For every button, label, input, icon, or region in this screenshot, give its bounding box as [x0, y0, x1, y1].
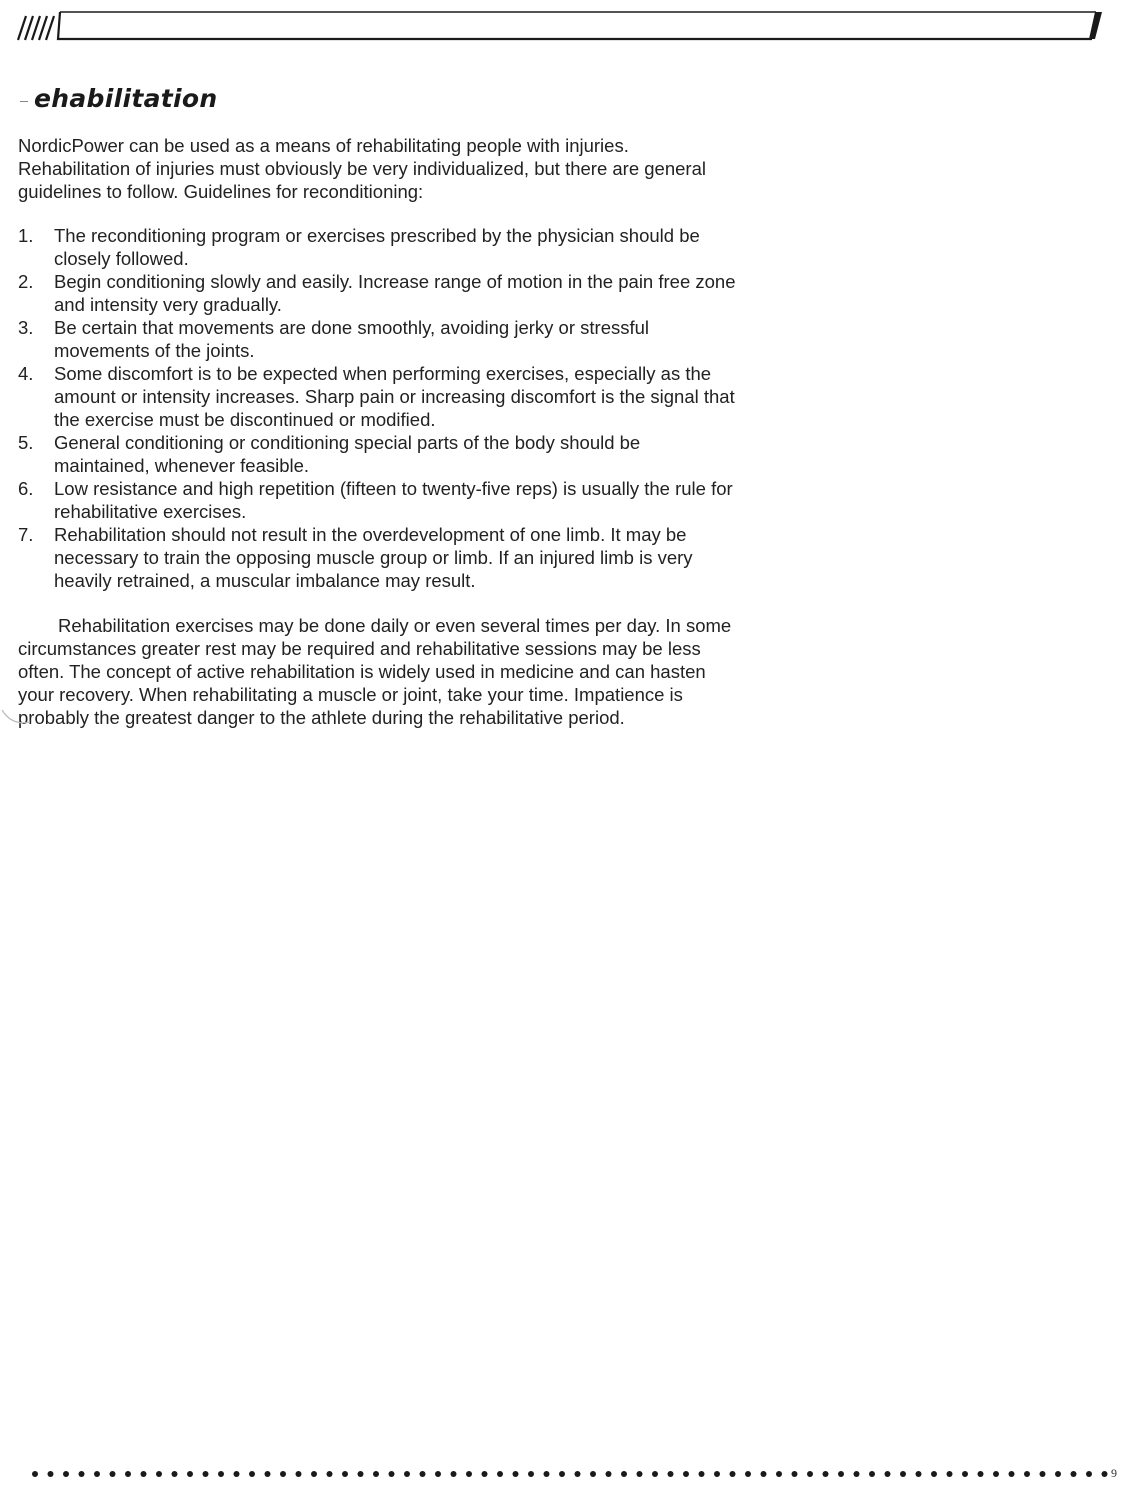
- list-number: 1.: [18, 225, 34, 246]
- footer-dot: [497, 1471, 503, 1477]
- footer-dot: [590, 1471, 596, 1477]
- list-text: The reconditioning program or exercises prescribed by the physician should be closely followed.: [54, 225, 700, 269]
- guidelines-list: [18, 224, 738, 592]
- footer-dot: [218, 1471, 224, 1477]
- footer-dot: [761, 1471, 767, 1477]
- list-item: [18, 431, 738, 477]
- footer-dot: [838, 1471, 844, 1477]
- footer-dot: [575, 1471, 581, 1477]
- footer-dot: [234, 1471, 240, 1477]
- footer-dot: [342, 1471, 348, 1477]
- footer-dot-rule: [30, 1466, 1110, 1482]
- footer-dot: [358, 1471, 364, 1477]
- header-rule: [14, 8, 1104, 46]
- footer-dot: [187, 1471, 193, 1477]
- footer-dot: [559, 1471, 565, 1477]
- footer-dot: [544, 1471, 550, 1477]
- list-item: [18, 224, 738, 270]
- footer-dot: [1055, 1471, 1061, 1477]
- footer-dot: [79, 1471, 85, 1477]
- footer-dot: [885, 1471, 891, 1477]
- footer-dot: [854, 1471, 860, 1477]
- footer-dot: [1040, 1471, 1046, 1477]
- footer-dot: [125, 1471, 131, 1477]
- closing-paragraph: [18, 614, 738, 729]
- page-number: 9: [1111, 1466, 1117, 1480]
- scan-curl-mark: [0, 700, 40, 740]
- footer-dot: [668, 1471, 674, 1477]
- footer-dot: [652, 1471, 658, 1477]
- footer-dot: [978, 1471, 984, 1477]
- footer-dot: [389, 1471, 395, 1477]
- footer-dot: [1024, 1471, 1030, 1477]
- list-number: 4.: [18, 363, 34, 384]
- footer-dot: [172, 1471, 178, 1477]
- footer-dot: [916, 1471, 922, 1477]
- list-text: Begin conditioning slowly and easily. Increase range of motion in the pain free zone and intensity very gradually.: [54, 271, 736, 315]
- footer-dot: [373, 1471, 379, 1477]
- list-text: Low resistance and high repetition (fifteen to twenty-five reps) is usually the rule for rehabilitative exercises.: [54, 478, 733, 522]
- footer-dot: [48, 1471, 54, 1477]
- footer-dot: [482, 1471, 488, 1477]
- footer-dot: [730, 1471, 736, 1477]
- footer-dot: [249, 1471, 255, 1477]
- footer-dot: [621, 1471, 627, 1477]
- footer-dot: [265, 1471, 271, 1477]
- footer-dot: [420, 1471, 426, 1477]
- footer-dot: [63, 1471, 69, 1477]
- footer-dot: [606, 1471, 612, 1477]
- footer-dot: [156, 1471, 162, 1477]
- footer-dot: [792, 1471, 798, 1477]
- footer-dot: [513, 1471, 519, 1477]
- footer-dot: [466, 1471, 472, 1477]
- footer-dot: [451, 1471, 457, 1477]
- footer-dot: [683, 1471, 689, 1477]
- closing-text: Rehabilitation exercises may be done daily or even several times per day. In some circumstances greater rest may be required and rehabilitative sessions may be less often. The concept of active rehabilitation is widely used in medicine and can hasten your recovery. When rehabilitating a muscle or joint, take your time. Impatience is probably the greatest danger to the athlete during the rehabilitative period.: [18, 615, 732, 728]
- list-item: [18, 362, 738, 431]
- footer-dot: [435, 1471, 441, 1477]
- list-text: Rehabilitation should not result in the overdevelopment of one limb. It may be necessary to train the opposing muscle group or limb. If an injured limb is very heavily retrained, a muscular imbalance may result.: [54, 524, 693, 591]
- footer-dot: [110, 1471, 116, 1477]
- list-item: [18, 316, 738, 362]
- list-text: Some discomfort is to be expected when performing exercises, especially as the amount or intensity increases. Sharp pain or increasing discomfort is the signal that the exercise must be discontinued or modified.: [54, 363, 735, 430]
- footer-dot: [931, 1471, 937, 1477]
- list-number: 7.: [18, 524, 34, 545]
- footer-dot: [1102, 1471, 1108, 1477]
- footer-dot: [869, 1471, 875, 1477]
- footer-dot: [745, 1471, 751, 1477]
- list-item: [18, 270, 738, 316]
- intro-paragraph: [18, 134, 738, 203]
- footer-dot: [141, 1471, 147, 1477]
- list-text: General conditioning or conditioning special parts of the body should be maintained, whenever feasible.: [54, 432, 641, 476]
- footer-dot: [327, 1471, 333, 1477]
- footer-dot: [404, 1471, 410, 1477]
- list-item: [18, 523, 738, 592]
- footer-dot: [699, 1471, 705, 1477]
- footer-dot: [714, 1471, 720, 1477]
- footer-dot: [900, 1471, 906, 1477]
- footer-dot: [993, 1471, 999, 1477]
- footer-dot: [311, 1471, 317, 1477]
- footer-dot: [776, 1471, 782, 1477]
- footer-dot: [1086, 1471, 1092, 1477]
- list-number: 3.: [18, 317, 34, 338]
- footer-dot: [94, 1471, 100, 1477]
- title-edge-mark: [20, 101, 28, 102]
- footer-dot: [1009, 1471, 1015, 1477]
- footer-dot: [807, 1471, 813, 1477]
- footer-dot: [962, 1471, 968, 1477]
- list-item: [18, 477, 738, 523]
- footer-dot: [280, 1471, 286, 1477]
- list-number: 2.: [18, 271, 34, 292]
- footer-dot: [296, 1471, 302, 1477]
- intro-text: NordicPower can be used as a means of rehabilitating people with injuries. Rehabilitation of injuries must obviously be very individualized, but there are general guidelines to follow. Guidelines for reconditioning:: [18, 135, 706, 202]
- footer-dot: [1071, 1471, 1077, 1477]
- section-title: ehabilitation: [34, 84, 218, 113]
- footer-dot: [637, 1471, 643, 1477]
- footer-dot: [823, 1471, 829, 1477]
- footer-dot: [32, 1471, 38, 1477]
- list-text: Be certain that movements are done smoothly, avoiding jerky or stressful movements of the joints.: [54, 317, 650, 361]
- footer-dot: [528, 1471, 534, 1477]
- list-number: 5.: [18, 432, 34, 453]
- footer-dot: [947, 1471, 953, 1477]
- list-number: 6.: [18, 478, 34, 499]
- footer-dot: [203, 1471, 209, 1477]
